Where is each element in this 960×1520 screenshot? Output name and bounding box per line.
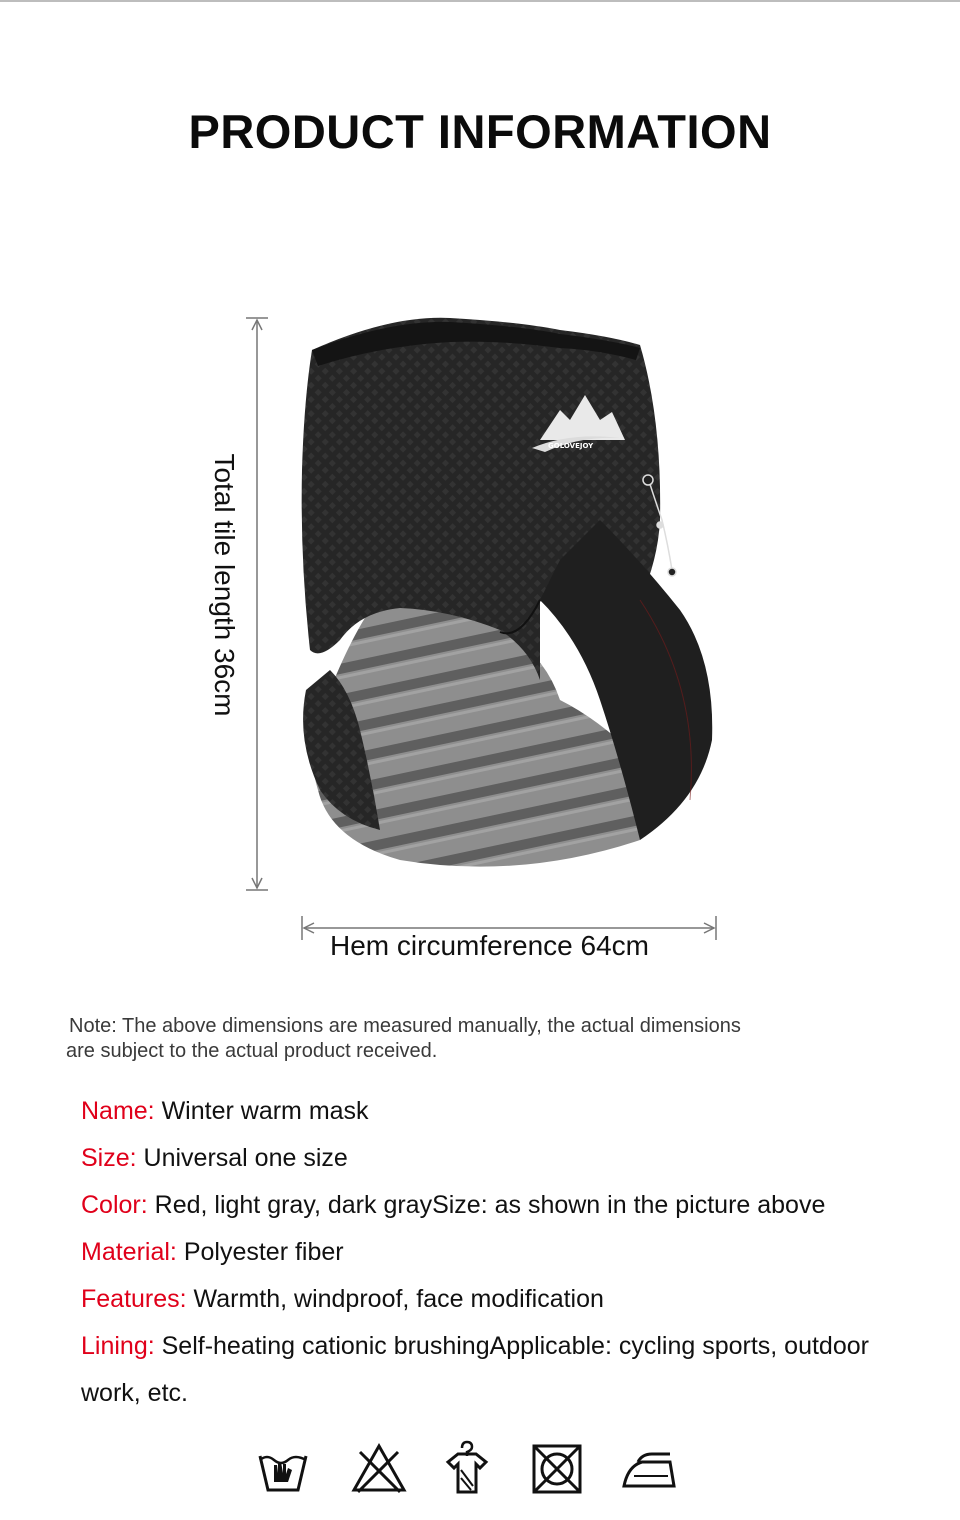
spec-key: Color: xyxy=(81,1191,148,1219)
spec-value: work, etc. xyxy=(81,1379,188,1407)
spec-list xyxy=(81,1088,951,1417)
spec-key: Material: xyxy=(81,1238,177,1266)
do-not-tumble-dry-icon xyxy=(528,1440,586,1498)
length-dimension-arrow xyxy=(246,318,268,890)
top-divider xyxy=(0,0,960,2)
spec-row-continuation xyxy=(81,1370,951,1417)
spec-row-lining xyxy=(81,1323,951,1370)
product-image xyxy=(240,300,740,950)
hand-wash-icon xyxy=(254,1440,312,1498)
svg-text:GOLOVEJOY: GOLOVEJOY xyxy=(548,442,594,450)
spec-value: Red, light gray, dark graySize: as shown in the picture above xyxy=(147,1191,826,1219)
page-title: PRODUCT INFORMATION xyxy=(188,105,772,158)
spec-value: Universal one size xyxy=(136,1144,348,1172)
spec-value: Warmth, windproof, face modification xyxy=(186,1285,604,1313)
circumference-label: Hem circumference 64cm xyxy=(330,930,649,961)
care-icons xyxy=(254,1440,694,1500)
spec-key: Name: xyxy=(81,1097,155,1125)
spec-row-size xyxy=(81,1135,951,1182)
iron-low-icon xyxy=(620,1440,678,1498)
measurement-note xyxy=(66,1014,906,1064)
spec-value: Polyester fiber xyxy=(176,1238,344,1266)
spec-row-material xyxy=(81,1229,951,1276)
line-dry-icon xyxy=(438,1440,496,1498)
spec-value: Self-heating cationic brushingApplicable: cycling sports, outdoor xyxy=(154,1332,869,1360)
do-not-bleach-icon xyxy=(350,1440,408,1498)
note-line-2: are subject to the actual product received. xyxy=(66,1040,438,1062)
length-label: Total tile length 36cm xyxy=(209,453,240,717)
note-line-1: Note: The above dimensions are measured manually, the actual dimensions xyxy=(69,1015,741,1037)
spec-key: Features: xyxy=(81,1285,187,1313)
spec-row-color xyxy=(81,1182,951,1229)
spec-key: Lining: xyxy=(81,1332,155,1360)
spec-value: Winter warm mask xyxy=(154,1097,369,1125)
spec-row-name xyxy=(81,1088,951,1135)
spec-row-features xyxy=(81,1276,951,1323)
spec-key: Size: xyxy=(81,1144,137,1172)
